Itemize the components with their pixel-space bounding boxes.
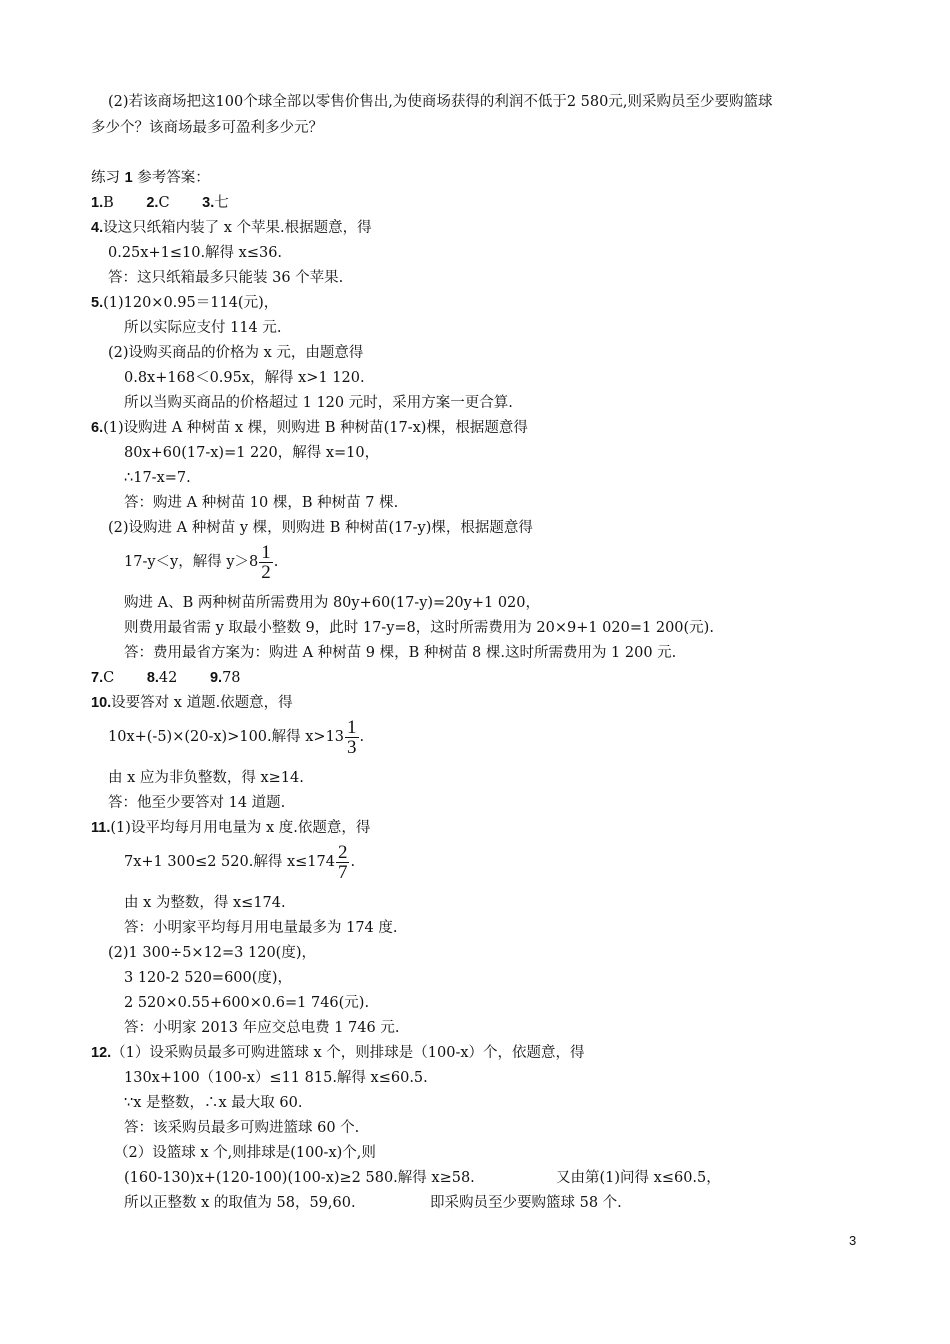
answers-7-9 xyxy=(91,668,241,688)
fraction xyxy=(345,718,359,757)
heading-post: 参考答案： xyxy=(132,170,210,186)
answer-9-value: 78 xyxy=(222,670,241,686)
answer-3-number: 3. xyxy=(202,195,215,211)
period: . xyxy=(359,729,365,745)
answer-10-line-3: 由 x 应为非负整数，得 x≥14. xyxy=(108,770,304,786)
answer-10-number: 10. xyxy=(91,695,112,711)
answer-6-line-3: ∴17-x=7. xyxy=(124,470,191,486)
answer-6-line-7: 购进 A、B 两种树苗所需费用为 80y+60(17-y)=20y+1 020， xyxy=(124,595,541,611)
answer-12-line-5: （2）设篮球 x 个,则排球是(100-x)个,则 xyxy=(114,1145,376,1161)
fraction xyxy=(259,543,273,582)
answer-5-line-2: 所以实际应支付 114 元. xyxy=(124,320,282,336)
fraction-denominator: 7 xyxy=(337,861,348,883)
answer-11-line-2 xyxy=(124,841,355,883)
answer-6-line-2: 80x+60(17-x)=1 220，解得 x=10， xyxy=(124,445,380,461)
answer-12-line-4: 答：该采购员最多可购进篮球 60 个. xyxy=(124,1120,360,1136)
answer-6-line-5: (2)设购进 A 种树苗 y 棵，则购进 B 种树苗(17-y)棵，根据题意得 xyxy=(108,520,533,536)
fraction xyxy=(336,843,350,882)
answer-8-value: 42 xyxy=(158,670,178,686)
answer-4-line-1 xyxy=(91,218,372,238)
answer-11-line-6: 3 120-2 520=600(度)， xyxy=(124,970,293,986)
fraction-denominator: 2 xyxy=(261,561,271,583)
answer-7-number: 7. xyxy=(91,670,104,686)
answer-2-value: C xyxy=(158,195,170,211)
answers-heading xyxy=(91,168,210,188)
answer-11-line-8: 答：小明家 2013 年应交总电费 1 746 元. xyxy=(124,1020,400,1036)
answer-11-line-7: 2 520×0.55+600×0.6=1 746(元). xyxy=(124,995,370,1011)
answer-4-line-3: 答：这只纸箱最多只能装 36 个苹果. xyxy=(108,270,344,286)
answer-1-value: B xyxy=(103,195,114,211)
answer-9-number: 9. xyxy=(209,670,223,686)
answer-1-number: 1. xyxy=(91,195,104,211)
answer-5-line-4: 0.8x+168＜0.95x，解得 x>1 120. xyxy=(124,370,365,386)
period: . xyxy=(350,854,356,870)
answer-12-line-6b: 又由第(1)问得 x≤60.5， xyxy=(556,1170,721,1186)
answer-12-line-7a: 所以正整数 x 的取值为 58，59,60. xyxy=(124,1195,356,1211)
answer-4-number: 4. xyxy=(91,220,104,236)
answer-11-number: 11. xyxy=(91,820,111,836)
answer-12-line-6a: (160-130)x+(120-100)(100-x)≥2 580.解得 x≥58. xyxy=(124,1170,475,1186)
answer-11-line-3: 由 x 为整数，得 x≤174. xyxy=(124,895,286,911)
answer-6-line-1 xyxy=(91,418,528,438)
answer-12-number: 12. xyxy=(91,1045,112,1061)
fraction-numerator: 2 xyxy=(337,841,348,863)
answer-12-line-2: 130x+100（100-x）≤11 815.解得 x≤60.5. xyxy=(124,1070,428,1086)
answer-5-line-5: 所以当购买商品的价格超过 1 120 元时，采用方案一更合算. xyxy=(124,395,513,411)
answer-10-text: 设要答对 x 道题.依题意，得 xyxy=(111,695,293,711)
heading-pre: 练习 xyxy=(91,170,125,186)
answer-6-line-8: 则费用最省需 y 取最小整数 9，此时 17-y=8，这时所需费用为 20×9+1 020=1 200(元). xyxy=(124,620,714,636)
question-2-line-1: (2)若该商场把这100个球全部以零售价售出,为使商场获得的利润不低于2 580元,则采购员至少要购篮球 xyxy=(108,94,773,110)
answer-10-line-2 xyxy=(108,716,364,758)
answer-11-inequality: 7x+1 300≤2 520.解得 x≤174 xyxy=(124,854,335,870)
answer-6-line-6 xyxy=(124,541,278,583)
answer-3-value: 七 xyxy=(214,195,229,211)
answer-7-value: C xyxy=(103,670,115,686)
answer-5-number: 5. xyxy=(91,295,104,311)
answer-11-line-4: 答：小明家平均每月用电量最多为 174 度. xyxy=(124,920,398,936)
answer-11-text: (1)设平均每月用电量为 x 度.依题意，得 xyxy=(110,820,371,836)
period: . xyxy=(273,554,279,570)
answer-5-line-3: (2)设购买商品的价格为 x 元，由题意得 xyxy=(108,345,364,361)
heading-number: 1 xyxy=(124,170,133,186)
answer-10-line-4: 答：他至少要答对 14 道题. xyxy=(108,795,286,811)
answers-1-3 xyxy=(91,193,229,213)
fraction-numerator: 1 xyxy=(347,716,357,738)
answer-4-line-2: 0.25x+1≤10.解得 x≤36. xyxy=(108,245,283,261)
answer-2-number: 2. xyxy=(146,195,159,211)
answer-4-text: 设这只纸箱内装了 x 个苹果.根据题意，得 xyxy=(103,220,372,236)
answer-12-text: （1）设采购员最多可购进篮球 x 个，则排球是（100-x）个，依题意，得 xyxy=(111,1045,585,1061)
answer-10-line-1 xyxy=(91,693,293,713)
answer-6-line-4: 答：购进 A 种树苗 10 棵，B 种树苗 7 棵. xyxy=(124,495,399,511)
answer-6-line-9: 答：费用最省方案为：购进 A 种树苗 9 棵，B 种树苗 8 棵.这时所需费用为 1 200 元. xyxy=(124,645,677,661)
answer-11-line-5: (2)1 300÷5×12=3 120(度)， xyxy=(108,945,316,961)
answer-5-text: (1)120×0.95＝114(元)， xyxy=(103,295,279,311)
answer-6-inequality: 17-y＜y，解得 y＞8 xyxy=(124,554,259,570)
fraction-denominator: 3 xyxy=(347,736,357,758)
answer-12-line-7b: 即采购员至少要购篮球 58 个. xyxy=(430,1195,622,1211)
page-number: 3 xyxy=(849,1233,857,1248)
fraction-numerator: 1 xyxy=(261,541,271,563)
answer-5-line-1 xyxy=(91,293,278,313)
answer-10-inequality: 10x+(-5)×(20-x)>100.解得 x>13 xyxy=(108,729,345,745)
answer-6-number: 6. xyxy=(91,420,104,436)
answer-11-line-1 xyxy=(91,818,370,838)
answer-12-line-1 xyxy=(91,1043,585,1063)
question-2-line-2: 多少个？该商场最多可盈利多少元？ xyxy=(91,120,323,136)
answer-8-number: 8. xyxy=(146,670,159,686)
answer-12-line-3: ∵x 是整数，∴x 最大取 60. xyxy=(124,1095,303,1111)
answer-6-text: (1)设购进 A 种树苗 x 棵，则购进 B 种树苗(17-x)棵，根据题意得 xyxy=(103,420,528,436)
